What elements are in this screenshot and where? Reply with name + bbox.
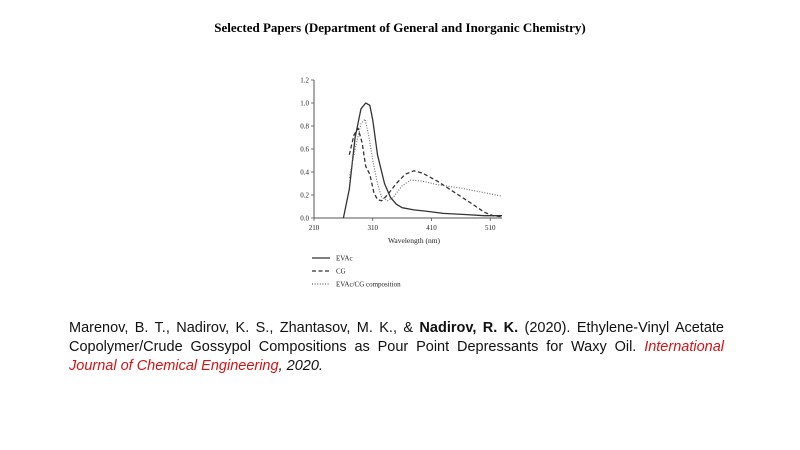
slide-title: Selected Papers (Department of General and Inorganic Chemistry) <box>214 20 586 35</box>
legend-label: EVAc/CG composition <box>336 280 401 289</box>
citation-year-title: (2020). Ethylene-Vinyl Acetate Copolymer/Crude Gossypol Compositions as Pour Point Depressants for Waxy Oil. <box>69 320 724 355</box>
x-axis-label: Wavelength (nm) <box>387 236 441 245</box>
series-line <box>349 119 502 201</box>
y-tick-label: 0.0 <box>300 214 309 223</box>
y-tick-label: 0.2 <box>300 191 309 200</box>
citation-volume: , 2020. <box>278 358 323 374</box>
y-tick-label: 0.6 <box>300 145 309 154</box>
y-tick-label: 0.8 <box>300 122 309 131</box>
x-tick-label: 510 <box>485 224 496 232</box>
citation <box>69 319 724 376</box>
series-line <box>349 128 502 217</box>
legend-label: CG <box>336 267 346 276</box>
y-tick-label: 0.4 <box>300 168 309 177</box>
x-tick-label: 410 <box>426 224 437 232</box>
series-line <box>343 103 502 218</box>
y-tick-label: 1.2 <box>300 76 309 85</box>
citation-journal: International Journal of Chemical Engineering <box>69 339 724 374</box>
x-tick-label: 210 <box>308 224 320 232</box>
citation-highlighted-author: Nadirov, R. K. <box>419 320 519 336</box>
x-tick-label: 310 <box>367 224 378 232</box>
legend-label: EVAc <box>336 254 353 263</box>
uv-spectrum-chart <box>284 70 524 300</box>
y-tick-label: 1.0 <box>300 99 309 108</box>
citation-authors: Marenov, B. T., Nadirov, K. S., Zhantasov, M. K., & <box>69 320 420 336</box>
